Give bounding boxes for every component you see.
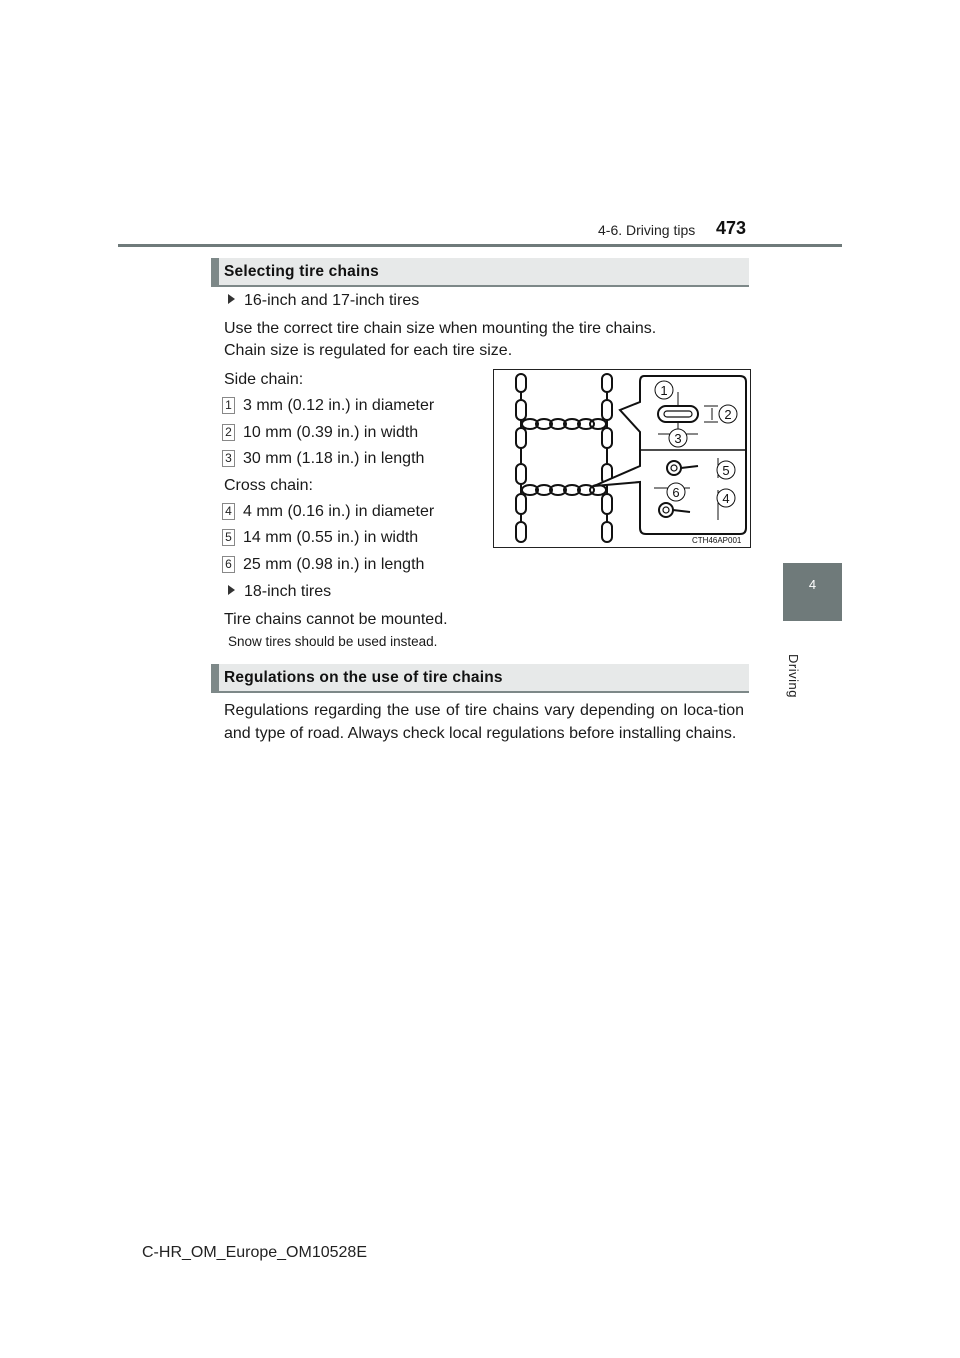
callout-number-5: 5 bbox=[222, 529, 235, 546]
callout-number-1: 1 bbox=[222, 397, 235, 414]
section-heading-text: Selecting tire chains bbox=[224, 263, 379, 280]
side-chain-label: Side chain: bbox=[224, 371, 304, 388]
cross-item-width: 14 mm (0.55 in.) in width bbox=[243, 529, 419, 546]
section-heading-selecting-tire-chains bbox=[211, 258, 749, 287]
callout-number-6: 6 bbox=[222, 556, 235, 573]
callout-number-4: 4 bbox=[222, 503, 235, 520]
bullet-text: 18-inch tires bbox=[244, 583, 332, 600]
figure-callout-6: 6 bbox=[672, 485, 680, 500]
footer-document-id: C-HR_OM_Europe_OM10528E bbox=[142, 1244, 367, 1261]
section-heading-regulations bbox=[211, 664, 749, 693]
header-rule bbox=[118, 244, 842, 247]
bullet-16-17-inch bbox=[228, 290, 419, 311]
section-heading-text: Regulations on the use of tire chains bbox=[224, 669, 503, 686]
chain-diagram-svg bbox=[494, 370, 750, 547]
figure-code: CTH46AP001 bbox=[692, 536, 742, 545]
cannot-mount-text: Tire chains cannot be mounted. bbox=[224, 611, 448, 628]
figure-callout-5: 5 bbox=[722, 463, 730, 478]
side-item-width: 10 mm (0.39 in.) in width bbox=[243, 424, 419, 441]
callout-number-2: 2 bbox=[222, 424, 235, 441]
heading-accent-bar bbox=[211, 258, 219, 287]
regulations-paragraph: Regulations regarding the use of tire chains vary depending on loca-tion and type of road. Always check local regulations before installing chains. bbox=[224, 702, 744, 742]
cross-item-length: 25 mm (0.98 in.) in length bbox=[243, 556, 425, 573]
figure-callout-1: 1 bbox=[660, 383, 668, 398]
side-item-diameter: 3 mm (0.12 in.) in diameter bbox=[243, 397, 435, 414]
running-header-section: 4-6. Driving tips bbox=[598, 222, 696, 238]
side-item-length: 30 mm (1.18 in.) in length bbox=[243, 450, 425, 467]
figure-callout-3: 3 bbox=[674, 431, 682, 446]
bullet-18-inch bbox=[228, 581, 331, 602]
bullet-text: 16-inch and 17-inch tires bbox=[244, 292, 420, 309]
intro-line-2: Chain size is regulated for each tire size. bbox=[224, 342, 513, 359]
chapter-number: 4 bbox=[808, 577, 817, 592]
intro-line-1: Use the correct tire chain size when mounting the tire chains. bbox=[224, 320, 657, 337]
callout-number-3: 3 bbox=[222, 450, 235, 467]
heading-accent-bar bbox=[211, 664, 219, 693]
chapter-tab bbox=[783, 563, 842, 621]
cross-item-diameter: 4 mm (0.16 in.) in diameter bbox=[243, 503, 435, 520]
figure-callout-4: 4 bbox=[722, 491, 730, 506]
cross-chain-label: Cross chain: bbox=[224, 477, 313, 494]
chapter-label: Driving bbox=[786, 654, 801, 698]
note-snow-tires: Snow tires should be used instead. bbox=[228, 634, 438, 649]
bullet-triangle-icon bbox=[228, 585, 235, 595]
page-number: 473 bbox=[716, 218, 747, 238]
tire-chain-illustration bbox=[493, 369, 751, 548]
figure-callout-2: 2 bbox=[724, 407, 732, 422]
bullet-triangle-icon bbox=[228, 294, 235, 304]
